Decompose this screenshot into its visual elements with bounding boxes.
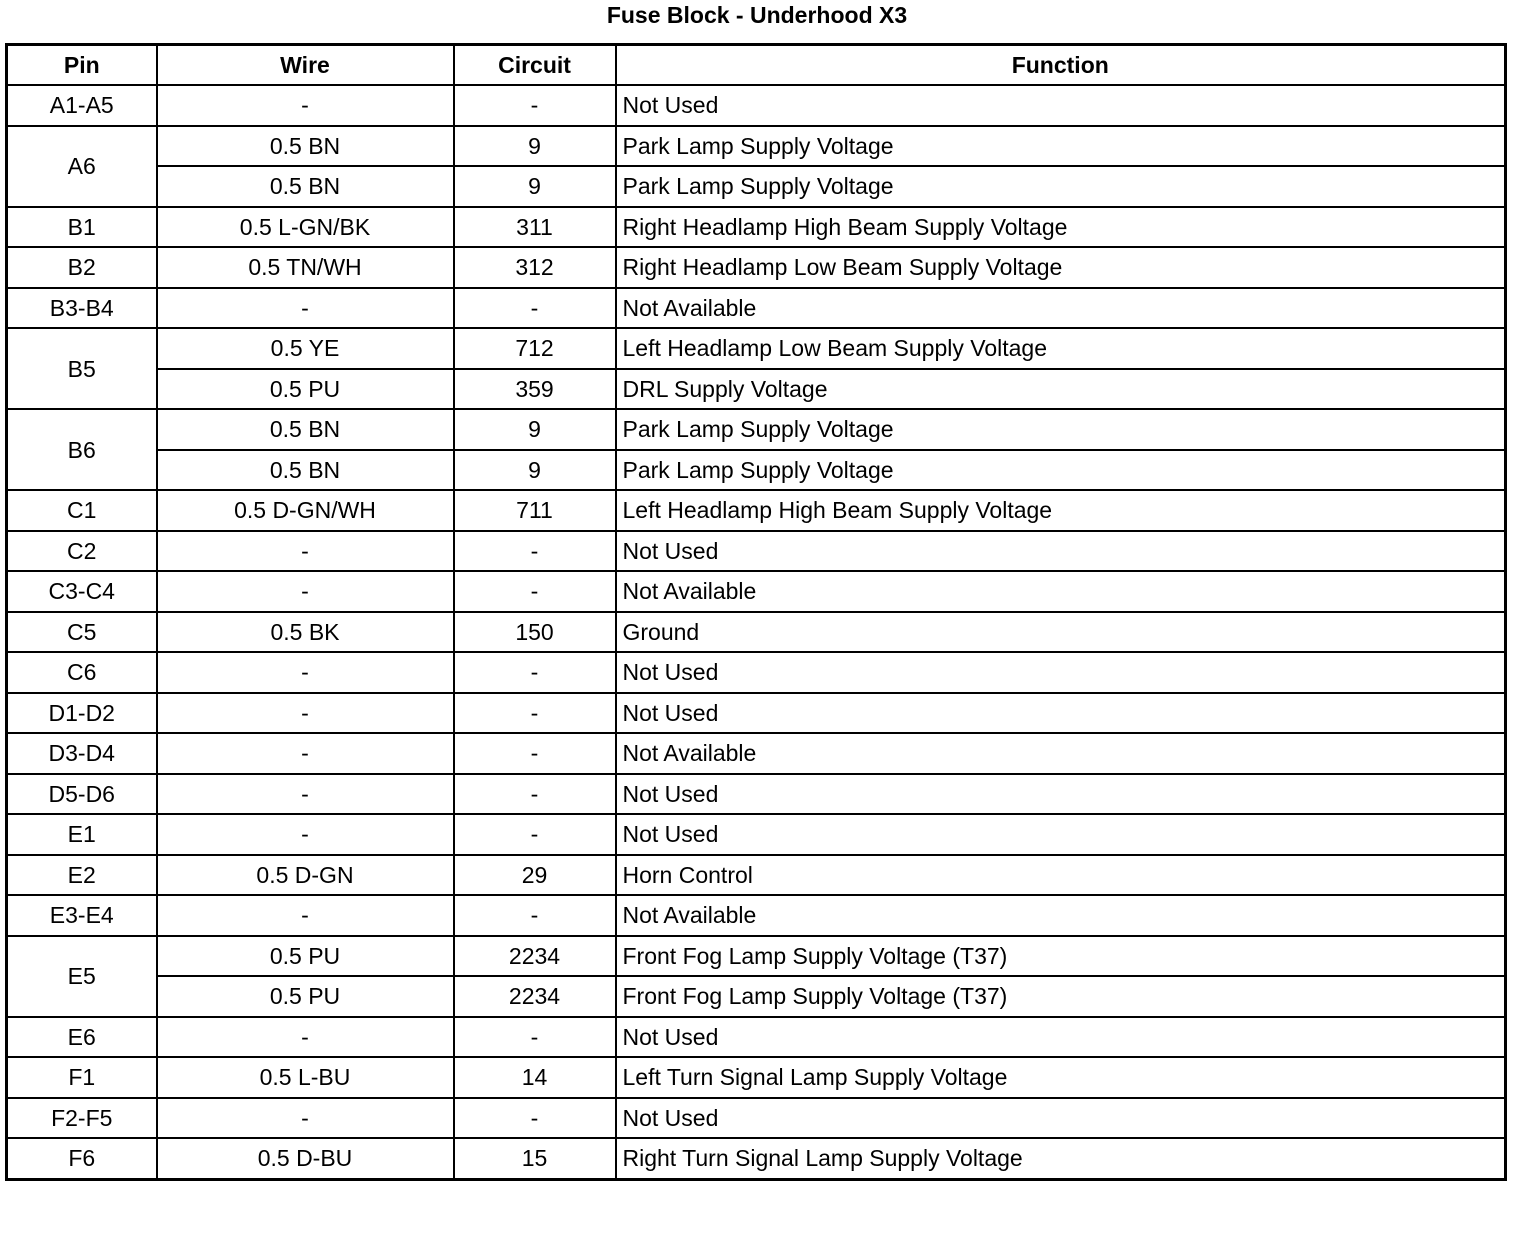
circuit-cell: 711 [454, 490, 616, 531]
pin-cell: E1 [7, 814, 157, 855]
pin-cell: B1 [7, 207, 157, 248]
table-row [7, 612, 1506, 653]
wire-cell: - [157, 774, 454, 815]
table-row [7, 733, 1506, 774]
circuit-cell: - [454, 814, 616, 855]
wire-cell: 0.5 BN [157, 450, 454, 491]
circuit-cell: 712 [454, 328, 616, 369]
wire-cell: - [157, 531, 454, 572]
function-cell: Left Headlamp High Beam Supply Voltage [616, 490, 1506, 531]
wire-cell: 0.5 L-BU [157, 1057, 454, 1098]
header-function: Function [616, 45, 1506, 86]
function-cell: Horn Control [616, 855, 1506, 896]
wire-cell: 0.5 D-BU [157, 1138, 454, 1179]
table-row [7, 774, 1506, 815]
circuit-cell: - [454, 774, 616, 815]
function-cell: Not Used [616, 531, 1506, 572]
wire-cell: 0.5 PU [157, 369, 454, 410]
circuit-cell: 14 [454, 1057, 616, 1098]
table-row [7, 369, 1506, 410]
wire-cell: - [157, 85, 454, 126]
wire-cell: - [157, 571, 454, 612]
wire-cell: - [157, 814, 454, 855]
pin-cell: B5 [7, 328, 157, 409]
table-title: Fuse Block - Underhood X3 [606, 2, 908, 28]
wire-cell: 0.5 BN [157, 166, 454, 207]
function-cell: Not Available [616, 895, 1506, 936]
circuit-cell: - [454, 531, 616, 572]
table-row [7, 85, 1506, 126]
function-cell: Not Available [616, 288, 1506, 329]
wire-cell: - [157, 1098, 454, 1139]
circuit-cell: 15 [454, 1138, 616, 1179]
table-row [7, 126, 1506, 167]
circuit-cell: 29 [454, 855, 616, 896]
circuit-cell: - [454, 895, 616, 936]
pin-cell: C1 [7, 490, 157, 531]
wire-cell: 0.5 TN/WH [157, 247, 454, 288]
circuit-cell: - [454, 85, 616, 126]
function-cell: Not Used [616, 693, 1506, 734]
table-row [7, 855, 1506, 896]
wire-cell: 0.5 PU [157, 976, 454, 1017]
wire-cell: - [157, 288, 454, 329]
pin-cell: C3-C4 [7, 571, 157, 612]
circuit-cell: - [454, 288, 616, 329]
pin-cell: E6 [7, 1017, 157, 1058]
wire-cell: 0.5 BN [157, 126, 454, 167]
pinout-table [5, 43, 1507, 1181]
wire-cell: 0.5 YE [157, 328, 454, 369]
table-row [7, 409, 1506, 450]
function-cell: Park Lamp Supply Voltage [616, 126, 1506, 167]
table-row [7, 936, 1506, 977]
wire-cell: - [157, 652, 454, 693]
function-cell: Not Used [616, 814, 1506, 855]
function-cell: Right Headlamp Low Beam Supply Voltage [616, 247, 1506, 288]
pin-cell: B2 [7, 247, 157, 288]
function-cell: Not Used [616, 774, 1506, 815]
header-circuit: Circuit [454, 45, 616, 86]
pin-cell: B6 [7, 409, 157, 490]
wire-cell: 0.5 BK [157, 612, 454, 653]
pin-cell: C5 [7, 612, 157, 653]
pin-cell: C2 [7, 531, 157, 572]
circuit-cell: 9 [454, 126, 616, 167]
pin-cell: C6 [7, 652, 157, 693]
function-cell: Not Available [616, 571, 1506, 612]
function-cell: Left Headlamp Low Beam Supply Voltage [616, 328, 1506, 369]
pin-cell: F1 [7, 1057, 157, 1098]
circuit-cell: 9 [454, 409, 616, 450]
table-row [7, 693, 1506, 734]
circuit-cell: 9 [454, 166, 616, 207]
table-row [7, 328, 1506, 369]
table-row [7, 450, 1506, 491]
wire-cell: 0.5 BN [157, 409, 454, 450]
circuit-cell: 359 [454, 369, 616, 410]
wire-cell: 0.5 L-GN/BK [157, 207, 454, 248]
pin-cell: F6 [7, 1138, 157, 1179]
function-cell: Park Lamp Supply Voltage [616, 166, 1506, 207]
function-cell: Not Available [616, 733, 1506, 774]
circuit-cell: - [454, 571, 616, 612]
circuit-cell: 9 [454, 450, 616, 491]
wire-cell: - [157, 733, 454, 774]
wire-cell: - [157, 693, 454, 734]
table-row [7, 814, 1506, 855]
pin-cell: A6 [7, 126, 157, 207]
wire-cell: 0.5 PU [157, 936, 454, 977]
circuit-cell: - [454, 693, 616, 734]
function-cell: Not Used [616, 652, 1506, 693]
table-row [7, 166, 1506, 207]
pin-cell: D5-D6 [7, 774, 157, 815]
wire-cell: - [157, 895, 454, 936]
function-cell: Ground [616, 612, 1506, 653]
function-cell: Not Used [616, 1017, 1506, 1058]
table-row [7, 976, 1506, 1017]
table-row [7, 247, 1506, 288]
circuit-cell: - [454, 1098, 616, 1139]
circuit-cell: 2234 [454, 976, 616, 1017]
function-cell: Park Lamp Supply Voltage [616, 409, 1506, 450]
table-row [7, 207, 1506, 248]
wire-cell: 0.5 D-GN [157, 855, 454, 896]
pin-cell: F2-F5 [7, 1098, 157, 1139]
pin-cell: D1-D2 [7, 693, 157, 734]
circuit-cell: - [454, 1017, 616, 1058]
pin-cell: A1-A5 [7, 85, 157, 126]
function-cell: Right Turn Signal Lamp Supply Voltage [616, 1138, 1506, 1179]
table-row [7, 652, 1506, 693]
circuit-cell: 2234 [454, 936, 616, 977]
circuit-cell: - [454, 733, 616, 774]
pin-cell: D3-D4 [7, 733, 157, 774]
table-row [7, 895, 1506, 936]
header-wire: Wire [157, 45, 454, 86]
header-row [7, 45, 1506, 86]
function-cell: Not Used [616, 1098, 1506, 1139]
header-pin: Pin [7, 45, 157, 86]
function-cell: Not Used [616, 85, 1506, 126]
table-row [7, 531, 1506, 572]
function-cell: Left Turn Signal Lamp Supply Voltage [616, 1057, 1506, 1098]
table-row [7, 1098, 1506, 1139]
pin-cell: B3-B4 [7, 288, 157, 329]
wire-cell: - [157, 1017, 454, 1058]
pin-cell: E3-E4 [7, 895, 157, 936]
wire-cell: 0.5 D-GN/WH [157, 490, 454, 531]
table-row [7, 1138, 1506, 1179]
table-row [7, 1017, 1506, 1058]
table-row [7, 288, 1506, 329]
pin-cell: E5 [7, 936, 157, 1017]
function-cell: DRL Supply Voltage [616, 369, 1506, 410]
function-cell: Front Fog Lamp Supply Voltage (T37) [616, 976, 1506, 1017]
circuit-cell: 150 [454, 612, 616, 653]
table-row [7, 571, 1506, 612]
function-cell: Front Fog Lamp Supply Voltage (T37) [616, 936, 1506, 977]
table-row [7, 490, 1506, 531]
circuit-cell: 312 [454, 247, 616, 288]
pin-cell: E2 [7, 855, 157, 896]
circuit-cell: 311 [454, 207, 616, 248]
function-cell: Park Lamp Supply Voltage [616, 450, 1506, 491]
table-row [7, 1057, 1506, 1098]
function-cell: Right Headlamp High Beam Supply Voltage [616, 207, 1506, 248]
circuit-cell: - [454, 652, 616, 693]
